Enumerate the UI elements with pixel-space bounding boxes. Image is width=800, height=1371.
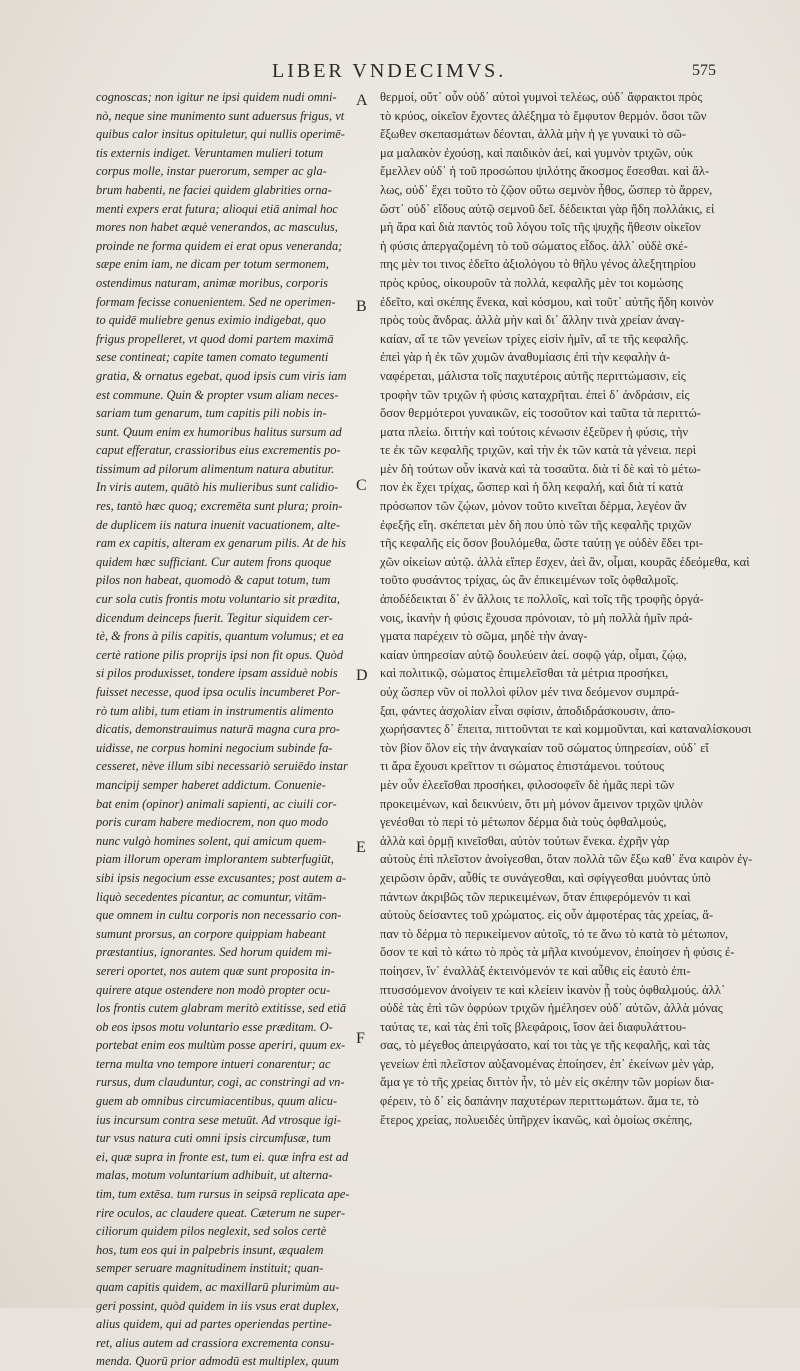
latin-text-line: si pilos produxisset, tondere ipsam assiduè nobis xyxy=(96,666,338,681)
latin-text-line: quam capitis quidem, ac maxillarū plurimùm au- xyxy=(96,1280,340,1294)
latin-text-line: ostendimus naturam, animæ moribus, corporis xyxy=(96,275,328,290)
latin-text-line: rò tum alibi, tum etiam in instrumentis alimento xyxy=(96,703,334,718)
latin-text-line: ret, alius autem ad crassiora excrementa consu- xyxy=(96,1335,335,1350)
greek-text-line: τοῦτο φυσάντος τρίχας, ὡς ἂν ἐπικειμένων τοῖς ὀφθαλμοῖς. xyxy=(380,573,679,588)
greek-text-line: πρὸς κρύος, οἰκουροῦν τὰ πολλά, κεφαλῆς μὲν τοι κομώσης xyxy=(380,275,683,290)
latin-text-line: præstantius, ignorantes. Sed horum quidem mi- xyxy=(96,945,332,960)
greek-text-line: τὸν βίον ὅλον εἰς τὴν ἀναγκαίαν τοῦ σώματος ὑπηρεσίαν, οὐδ᾽ εἴ xyxy=(380,740,709,755)
greek-text-line: ὅσον τε καὶ τὸ κάτω τὸ πρὸς τὰ μῆλα κινούμενον, ἐποίησεν ἡ φύσις ἐ- xyxy=(380,945,735,960)
greek-text-line: πης μὲν τοι τινος ἐδεῖτο ἀξιολόγου τὸ θῆλυ γένος ἀλεξητηρίου xyxy=(380,257,696,272)
greek-text-line: πρὸς τοὺς ἄνδρας. ἀλλὰ μὴν καὶ δι᾽ ἄλλην τινὰ χρείαν ἀναγ- xyxy=(380,313,685,328)
latin-text-line: sereri oportet, nos autem quæ sunt proposita in- xyxy=(96,963,335,978)
greek-column xyxy=(380,88,788,1129)
greek-text-line: τε ἐκ τῶν κεφαλῆς τριχῶν, καὶ τὴν ἐκ τῶν κατὰ τὰ γένεια. περὶ xyxy=(380,443,697,458)
latin-text-line: In viris autem, quātò his mulieribus sunt calidio- xyxy=(96,480,339,495)
latin-text-line: sæpe enim iam, ne dicam per totum sermonem, xyxy=(96,257,329,272)
greek-text-line: πάντων ἀκριβῶς τῶν περικειμένων, ὅταν ἐπιφερόμενόν τι καὶ xyxy=(380,889,691,904)
greek-text-line: καὶ πολιτικῷ, σώματος ἐπιμελεῖσθαι τὰ μέτρια προσήκει, xyxy=(380,666,669,681)
greek-text-line: πρόσωπον τῶν ζῴων, μόνον τοῦτο κινεῖται δέρμα, λεγέον ἂν xyxy=(380,499,687,514)
greek-text-line: χειρῶσιν ὁρᾶν, αὖθίς τε συνάγεσθαι, καὶ σφίγγεσθαι μυόντας ὑπὸ xyxy=(380,870,711,885)
greek-text-line: σας, τὸ μέγεθος ἀπειργάσατο, καί τοι τὰς γε τῆς κεφαλῆς, καὶ τὰς xyxy=(380,1038,710,1053)
latin-text-line: cognoscas; non igitur ne ipsi quidem nudi omni- xyxy=(96,90,337,104)
latin-text-line: fuisset necesse, quod ipsa oculis incumberet Por- xyxy=(96,685,340,699)
latin-text-line: menda. Quorū prior admodū est multiplex, quum xyxy=(96,1354,339,1369)
page-title: LIBER VNDECIMVS. xyxy=(272,60,507,82)
margin-marker-e: E xyxy=(356,839,366,856)
margin-marker-d: D xyxy=(356,667,368,684)
greek-text-line: παν τὸ δέρμα τὸ περικείμενον αὐτοῖς, τό τε ἄνω τὸ κατὰ τὸ μέτωπον, xyxy=(380,926,729,941)
latin-text-line: cur sola cutis frontis motu voluntario sit prædita, xyxy=(96,592,340,607)
greek-text-line: ξαι, φάντες ἀσχολίαν εἶναι σφίσιν, ἀποδιδράσκουσιν, ἀπο- xyxy=(380,703,675,718)
latin-text-line: guem ab omnibus circumiacentibus, quum alicu- xyxy=(96,1094,338,1109)
margin-marker-b: B xyxy=(356,298,367,315)
margin-marker-f: F xyxy=(356,1030,365,1047)
latin-text-line: los frontis cutem glabram meritò extitisse, sed etiā xyxy=(96,1001,347,1016)
greek-text-line: μὲν δὴ τούτων οὖν ἱκανὰ καὶ τὰ τοσαῦτα. διὰ τί δὲ καὶ τὸ μέτω- xyxy=(380,461,701,476)
latin-text-line: brum habenti, ne faciei quidem glabrities orna- xyxy=(96,182,332,197)
greek-text-line: γενείων ἐπὶ πλεῖστον αὐξανομένας ἐποίησεν, ἐπ᾽ ἐκείνων μὲν γάρ, xyxy=(380,1056,715,1071)
latin-text-line: piam illorum operam implorantem subterfugiūt, xyxy=(96,852,334,867)
latin-text-line: geri possint, quòd quidem in iis vsus erat duplex, xyxy=(96,1298,339,1313)
latin-text-line: pilos non habeat, quomodò & caput totum, tum xyxy=(96,573,331,588)
latin-text-line: rire oculos, ac claudere queat. Cæterum ne super- xyxy=(96,1205,346,1220)
latin-text-line: sese contineat; capite tamen comato tegumenti xyxy=(96,350,329,365)
greek-text-line: νοις, ἱκανὴν ἡ φύσις ἔχουσα πρόνοιαν, τὸ μὴ πολλὰ ἡμῖν πρά- xyxy=(380,610,693,625)
greek-text-line: ἐπεὶ γὰρ ἡ ἐκ τῶν χυμῶν ἀναθυμίασις ἐπὶ τὴν κεφαλὴν ἀ- xyxy=(380,350,671,365)
latin-text-line: dicendum deinceps fuerit. Tegitur siquidem cer- xyxy=(96,610,333,625)
latin-text-line: tissimum ad pilorum alimentum natura abutitur. xyxy=(96,461,335,476)
latin-text-line: gratia, & ornatus egebat, quod ipsis cum viris iam xyxy=(96,368,347,383)
greek-text-line: χωρήσαντες δ᾽ ἔπειτα, πιττοῦνται τε καὶ κομμοῦνται, καὶ καταναλίσκουσι xyxy=(380,722,752,737)
greek-text-line: ἅμα γε τὸ τῆς χρείας διττὸν ἦν, τὸ μὲν εἰς σκέπην τῶν μορίων δια- xyxy=(380,1075,715,1090)
margin-marker-a: A xyxy=(356,92,368,109)
latin-text-line: mancipij semper haberet addictum. Conuenie- xyxy=(96,777,326,792)
greek-text-line: ὅσον θερμότεροι γυναικῶν, εἰς τοσοῦτον καὶ ταῦτα τὰ περιττώ- xyxy=(380,406,701,421)
latin-text-line: tim, tum extēsa. tum rursus in seipsā replicata ape- xyxy=(96,1187,350,1202)
latin-text-line: de duplicem iis natura inuenit vacuationem, alte- xyxy=(96,517,340,532)
latin-text-line: tur vsus natura cuti omni ipsis circumfusæ, tum xyxy=(96,1131,331,1146)
latin-text-line: sariam tum genarum, tum capitis pili nobis in- xyxy=(96,406,327,421)
latin-text-line: ius incursum contra sese metuūt. Ad vtrosque igi- xyxy=(96,1112,342,1127)
latin-text-line: caput efferatur, crassioribus eius excrementis po- xyxy=(96,443,341,458)
latin-text-line: formam fecisse conuenientem. Sed ne operimen- xyxy=(96,294,336,309)
greek-text-line: φέρειν, τὸ δ᾽ εἰς δαπάνην παχυτέρων περιττωμάτων. ἅμα τε, τὸ xyxy=(380,1094,699,1109)
greek-text-line: λως, οὐδ᾽ ἔχει τοῦτο τὸ ζῷον οὕτω σεμνὸν ἦθος, ὥσπερ τὸ ἄρρεν, xyxy=(380,182,713,197)
latin-text-line: corpus molle, instar puerorum, semper ac gla- xyxy=(96,164,327,179)
greek-text-line: ἐφεξῆς εἴη. σκέπεται μὲν δὴ που ὑπὸ τῶν τῆς κεφαλῆς τριχῶν xyxy=(380,517,692,532)
greek-text-line: τι ἄρα ἔχουσι κρεῖττον τι σώματος ἐπιστάμενοι. τούτους xyxy=(380,759,665,774)
latin-text-line: que omnem in cultu corporis non necessario con- xyxy=(96,908,342,923)
latin-text-line: ciliorum quidem pilos neglexit, sed solos certè xyxy=(96,1224,327,1239)
greek-text-line: οὐχ ὥσπερ νῦν οἱ πολλοὶ φίλον μέν τινα δεόμενον συμπρά- xyxy=(380,685,680,699)
greek-text-line: ματα πλείω. διττὴν καὶ τούτοις κένωσιν ἐξεῦρεν ἡ φύσις, τὴν xyxy=(380,424,689,439)
latin-text-line: liquò secedentes picantur, ac comuntur, vitām- xyxy=(96,889,327,904)
greek-text-line: ἔμελλεν οὐδ᾽ ἡ τοῦ προσώπου ψιλότης ἄκοσμος ἔσεσθαι. καὶ ἄλ- xyxy=(380,164,710,179)
latin-text-line: dicatis, demonstrauimus naturā magna cura pro- xyxy=(96,722,340,737)
greek-text-line: ἀποδέδεικται δ᾽ ἐν ἄλλοις τε πολλοῖς, καὶ τοῖς τῆς τροφῆς ὀργά- xyxy=(380,592,704,607)
latin-text-line: terna multa vno tempore intueri conarentur; ac xyxy=(96,1056,331,1071)
greek-text-line: ταύτας τε, καὶ τὰς ἐπὶ τοῖς βλεφάροις, ἴσον ἀεὶ διαφυλάττου- xyxy=(380,1019,687,1034)
greek-text-line: γενέσθαι τὸ περὶ τὸ μέτωπον δέρμα διὰ τοὺς ὀφθαλμούς, xyxy=(380,815,667,830)
greek-text-line: ἡ φύσις ἀπεργαζομένη τὸ τοῦ σώματος εἶδος. ἀλλ᾽ οὐδὲ σκέ- xyxy=(380,238,688,253)
greek-text-line: προκειμένων, καὶ δεικνύειν, ὅτι μὴ μόνον ἄμεινον τριχῶν ψιλὸν xyxy=(380,796,703,811)
greek-text-line: πτυσσόμενον ἀνοίγειν τε καὶ κλείειν ἱκανὸν ᾖ τοὺς ὀφθαλμούς. ἀλλ᾽ xyxy=(380,982,726,997)
greek-text-line: οὐδὲ τὰς ἐπὶ τῶν ὀφρύων τριχῶν ἠμέλησεν οὐδ᾽ αὐτῶν, ἀλλὰ μόνας xyxy=(380,1001,723,1016)
greek-text-line: τροφὴν τῶν τριχῶν ἡ φύσις καταχρῆται. ἐπεὶ δ᾽ ἀνδράσιν, εἰς xyxy=(380,387,690,402)
greek-text-line: ἕτερος χρείας, πολυειδὲς ὑπῆρχεν ἱκανῶς, καὶ ὁμοίως σκέπης, xyxy=(380,1112,693,1127)
greek-text-line: ἔξωθεν σκεπασμάτων δέονται, ἀλλὰ μὴν ἡ γε γυναικὶ τὸ σῶ- xyxy=(380,127,687,142)
latin-text-line: certè ratione pilis proprijs ipsi non fit opus. Quòd xyxy=(96,647,344,662)
latin-text-line: sunt. Quum enim ex humoribus halitus sursum ad xyxy=(96,424,342,439)
latin-text-line: sumunt prorsus, an corpore quippiam habeant xyxy=(96,926,326,941)
greek-text-line: ναφέρεται, μάλιστα τοῖς παχυτέροις αὐτῆς περιττώμασιν, εἰς xyxy=(380,368,686,383)
greek-text-line: καίαν, αἵ τε τῶν γενείων τρίχες εἰσὶν ἡμῖν, αἵ τε τῆς κεφαλῆς. xyxy=(380,331,689,346)
latin-text-line: tè, & frons à pilis capitis, quantum volumus; et ea xyxy=(96,629,344,644)
latin-text-line: malas, motum voluntarium adhibuit, ut alterna- xyxy=(96,1168,333,1183)
greek-text-line: μα μαλακὸν ἐχούσῃ, καὶ παιδικὸν ἀεί, καὶ γυμνὸν τριχῶν, οὐκ xyxy=(380,145,694,160)
greek-text-line: μὴ ἄρα καὶ διὰ παντὸς τοῦ λόγου τοῖς τῆς ψυχῆς ἤθεσιν οἰκεῖον xyxy=(380,220,701,235)
latin-text-line: frigus propelleret, vt quod domi partem maximā xyxy=(96,331,334,346)
greek-text-line: τῆς κεφαλῆς εἰς ὅσον βουλόμεθα, ὥστε ταύτῃ γε οὐδὲν ἔδει τρι- xyxy=(380,536,704,551)
greek-text-line: αὐτοὺς ἐπὶ πλεῖστον ἀνοίγεσθαι, ὅταν πολλὰ τῶν ἔξω καθ᾽ ἕνα καιρὸν ἐγ- xyxy=(380,852,753,867)
latin-column xyxy=(96,88,364,1371)
greek-text-line: τὸ κρύος, οἰκεῖον ἔχοντες ἀλέξημα τὸ ἔμφυτον θερμόν. ὅσοι τῶν xyxy=(380,108,707,123)
latin-text-line: menti expers erat futura; alioqui etiā animal hoc xyxy=(96,201,338,216)
greek-text-line: χῶν οἰκείων αὐτῷ. ἀλλὰ εἴπερ ἔσχεν, ἀεὶ ἂν, οἶμαι, κουρᾶς ἐδεόμεθα, καὶ xyxy=(380,554,750,569)
latin-text-line: to quidē muliebre genus eximio indigebat, quo xyxy=(96,313,326,328)
latin-text-line: bat enim (opinor) animali sapienti, ac ciuili cor- xyxy=(96,796,337,811)
latin-text-line: tis externis indiget. Veruntamen mulieri totum xyxy=(96,145,324,160)
latin-text-line: poris curam habere mediocrem, non quo modo xyxy=(96,815,329,830)
margin-marker-c: C xyxy=(356,477,367,494)
latin-text-line: nunc vulgò homines solent, qui amicum quem- xyxy=(96,833,327,848)
latin-text-line: nò, neque sine munimento sunt aduersus frigus, vt xyxy=(96,108,345,123)
latin-text-line: uidisse, ne corpus homini negocium subinde fa- xyxy=(96,740,333,755)
latin-text-line: proinde ne forma quidem ei erat opus veneranda; xyxy=(96,238,343,253)
greek-text-line: αὐτοὺς δείσαντες τοῦ χρώματος. εἰς οὖν ἀμφοτέρας τὰς χρείας, ἅ- xyxy=(380,908,714,923)
latin-text-line: sibi ipsis negocium esse excusantes; post autem a- xyxy=(96,870,347,885)
greek-text-line: ἐδεῖτο, καὶ σκέπης ἕνεκα, καὶ κόσμου, καὶ τοῦτ᾽ αὐτῆς ἤδη κοινὸν xyxy=(380,294,714,309)
greek-text-line: ἀλλὰ καὶ ὁρμῇ κινεῖσθαι, αὐτὸν τούτων ἕνεκα. ἐχρῆν γὰρ xyxy=(380,833,670,848)
running-head xyxy=(0,60,800,90)
latin-text-line: quirere atque ostendere non modò propter ocu- xyxy=(96,982,331,997)
latin-text-line: alius quidem, qui ad partes operiendas pertine- xyxy=(96,1317,332,1332)
latin-text-line: cesseret, nève illum sibi necessariò seruiēdo instar xyxy=(96,759,348,774)
latin-text-line: semper seruare magnitudinem instituit; quan- xyxy=(96,1261,324,1276)
greek-text-line: καίαν ὑπηρεσίαν αὐτῷ δουλεύειν ἀεί. σοφῷ γάρ, οἶμαι, ζῴῳ, xyxy=(380,647,687,662)
latin-text-line: res, tantò hæc quoq; excremēta sunt plura; proin- xyxy=(96,499,343,514)
greek-text-line: ὥστ᾽ οὐδ᾽ εἴδους αὐτῷ σεμνοῦ δεῖ. δέδεικται γὰρ ἤδη πολλάκις, εἰ xyxy=(380,201,715,216)
greek-text-line: ποίησεν, ἵν᾽ ἐναλλὰξ ἐκτεινόμενόν τε καὶ αὖθις εἰς ἑαυτὸ ἐπι- xyxy=(380,963,691,978)
latin-text-line: ram ex capitis, alteram ex genarum pilis. At de his xyxy=(96,536,346,551)
greek-text-line: μὲν οὖν ἐλεεῖσθαι προσήκει, φιλοσοφεῖν δὲ ἡμᾶς περὶ τῶν xyxy=(380,777,675,792)
latin-text-line: mores non habet æquè venerandos, ac masculus, xyxy=(96,220,338,235)
greek-text-line: θερμοί, οὔτ᾽ οὖν οὐδ᾽ αὐτοὶ γυμνοὶ τελέως, οὐδ᾽ ἄφρακτοι πρὸς xyxy=(380,90,703,104)
latin-text-line: hos, tum eos qui in palpebris insunt, æqualem xyxy=(96,1242,324,1257)
greek-text-line: πον ἐκ ἔχει τρίχας, ὥσπερ καὶ ἡ ὅλη κεφαλή, καὶ διὰ τί κατὰ xyxy=(380,480,684,495)
greek-text-line: γματα παρέχειν τὸ σῶμα, μηδὲ τὴν ἀναγ- xyxy=(380,629,588,644)
latin-text-line: est commune. Quin & propter vsum aliam neces- xyxy=(96,387,339,402)
latin-text-line: quidem hæc sufficiant. Cur autem frons quoque xyxy=(96,554,332,569)
latin-text-line: portebat enim eos multùm posse aperiri, quum ex- xyxy=(96,1038,346,1053)
latin-text-line: ei, quæ supra in fronte est, tum ei. quæ infra est ad xyxy=(96,1149,349,1164)
latin-text-line: ob eos ipsos motu voluntario esse præditam. O- xyxy=(96,1019,333,1034)
latin-text-line: quibus calor insitus opituletur, qui nullis operimē- xyxy=(96,127,345,142)
latin-text-line: rursus, dum clauduntur, cogi, ac constringi ad vn- xyxy=(96,1075,345,1090)
page-number: 575 xyxy=(692,62,716,79)
